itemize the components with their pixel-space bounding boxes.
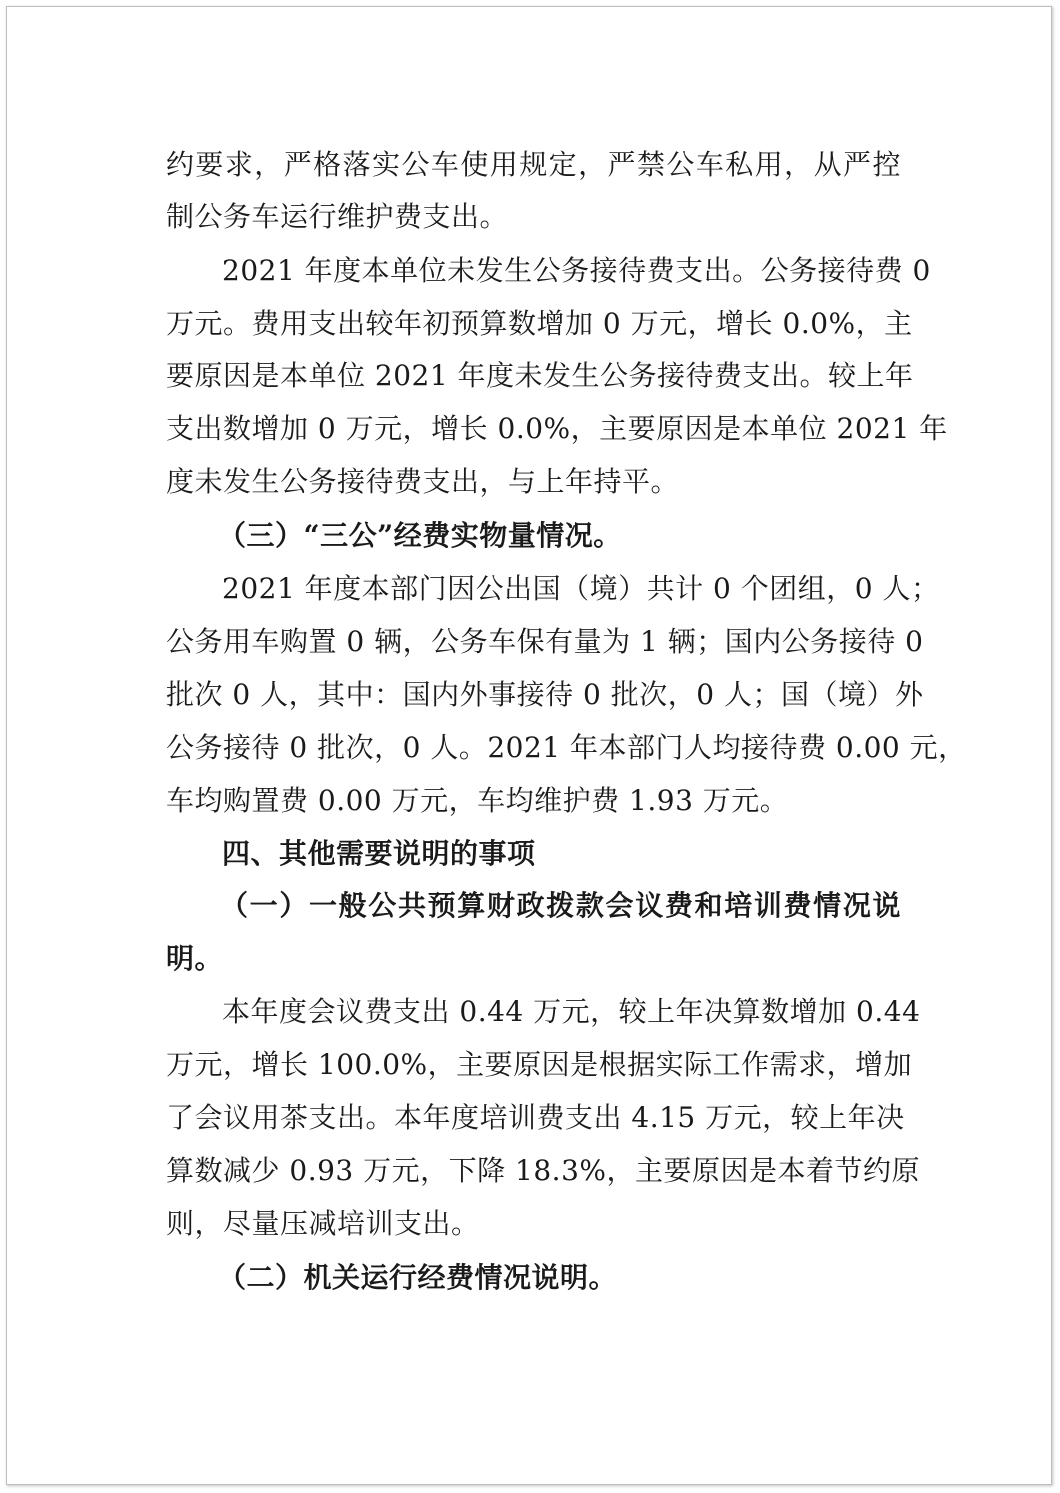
paragraph-line: 2021 年度本单位未发生公务接待费支出。公务接待费 0 (222, 254, 931, 287)
paragraph-line: 了会议用茶支出。本年度培训费支出 4.15 万元，较上年决 (166, 1101, 905, 1134)
paragraph-line: 2021 年度本部门因公出国（境）共计 0 个团组，0 人； (222, 572, 940, 605)
paragraph-line: 则，尽量压减培训支出。 (166, 1207, 480, 1240)
paragraph-line: 约要求，严格落实公车使用规定，严禁公车私用，从严控 (166, 148, 901, 181)
section-heading: （三）“三公”经费实物量情况。 (218, 519, 622, 552)
section-heading: （二）机关运行经费情况说明。 (218, 1261, 618, 1294)
paragraph-line: 算数减少 0.93 万元，下降 18.3%，主要原因是本着节约原 (166, 1154, 920, 1187)
paragraph-line: 公务接待 0 批次，0 人。2021 年本部门人均接待费 0.00 元， (166, 731, 967, 764)
section-heading: 四、其他需要说明的事项 (222, 837, 536, 870)
section-heading: 明。 (166, 942, 224, 975)
paragraph-line: 本年度会议费支出 0.44 万元，较上年决算数增加 0.44 (222, 995, 921, 1028)
paragraph-line: 公务用车购置 0 辆，公务车保有量为 1 辆；国内公务接待 0 (166, 625, 924, 658)
paragraph-line: 万元，增长 100.0%，主要原因是根据实际工作需求，增加 (166, 1048, 913, 1081)
paragraph-line: 制公务车运行维护费支出。 (166, 200, 509, 233)
paragraph-line: 万元。费用支出较年初预算数增加 0 万元，增长 0.0%，主 (166, 307, 913, 340)
paragraph-line: 要原因是本单位 2021 年度未发生公务接待费支出。较上年 (166, 359, 914, 392)
paragraph-line: 车均购置费 0.00 万元，车均维护费 1.93 万元。 (166, 784, 789, 817)
section-heading: （一）一般公共预算财政拨款会议费和培训费情况说 (220, 889, 901, 922)
paragraph-line: 支出数增加 0 万元，增长 0.0%，主要原因是本单位 2021 年 (166, 412, 948, 445)
paragraph-line: 度未发生公务接待费支出，与上年持平。 (166, 465, 680, 498)
paragraph-line: 批次 0 人，其中：国内外事接待 0 批次，0 人；国（境）外 (166, 678, 924, 711)
